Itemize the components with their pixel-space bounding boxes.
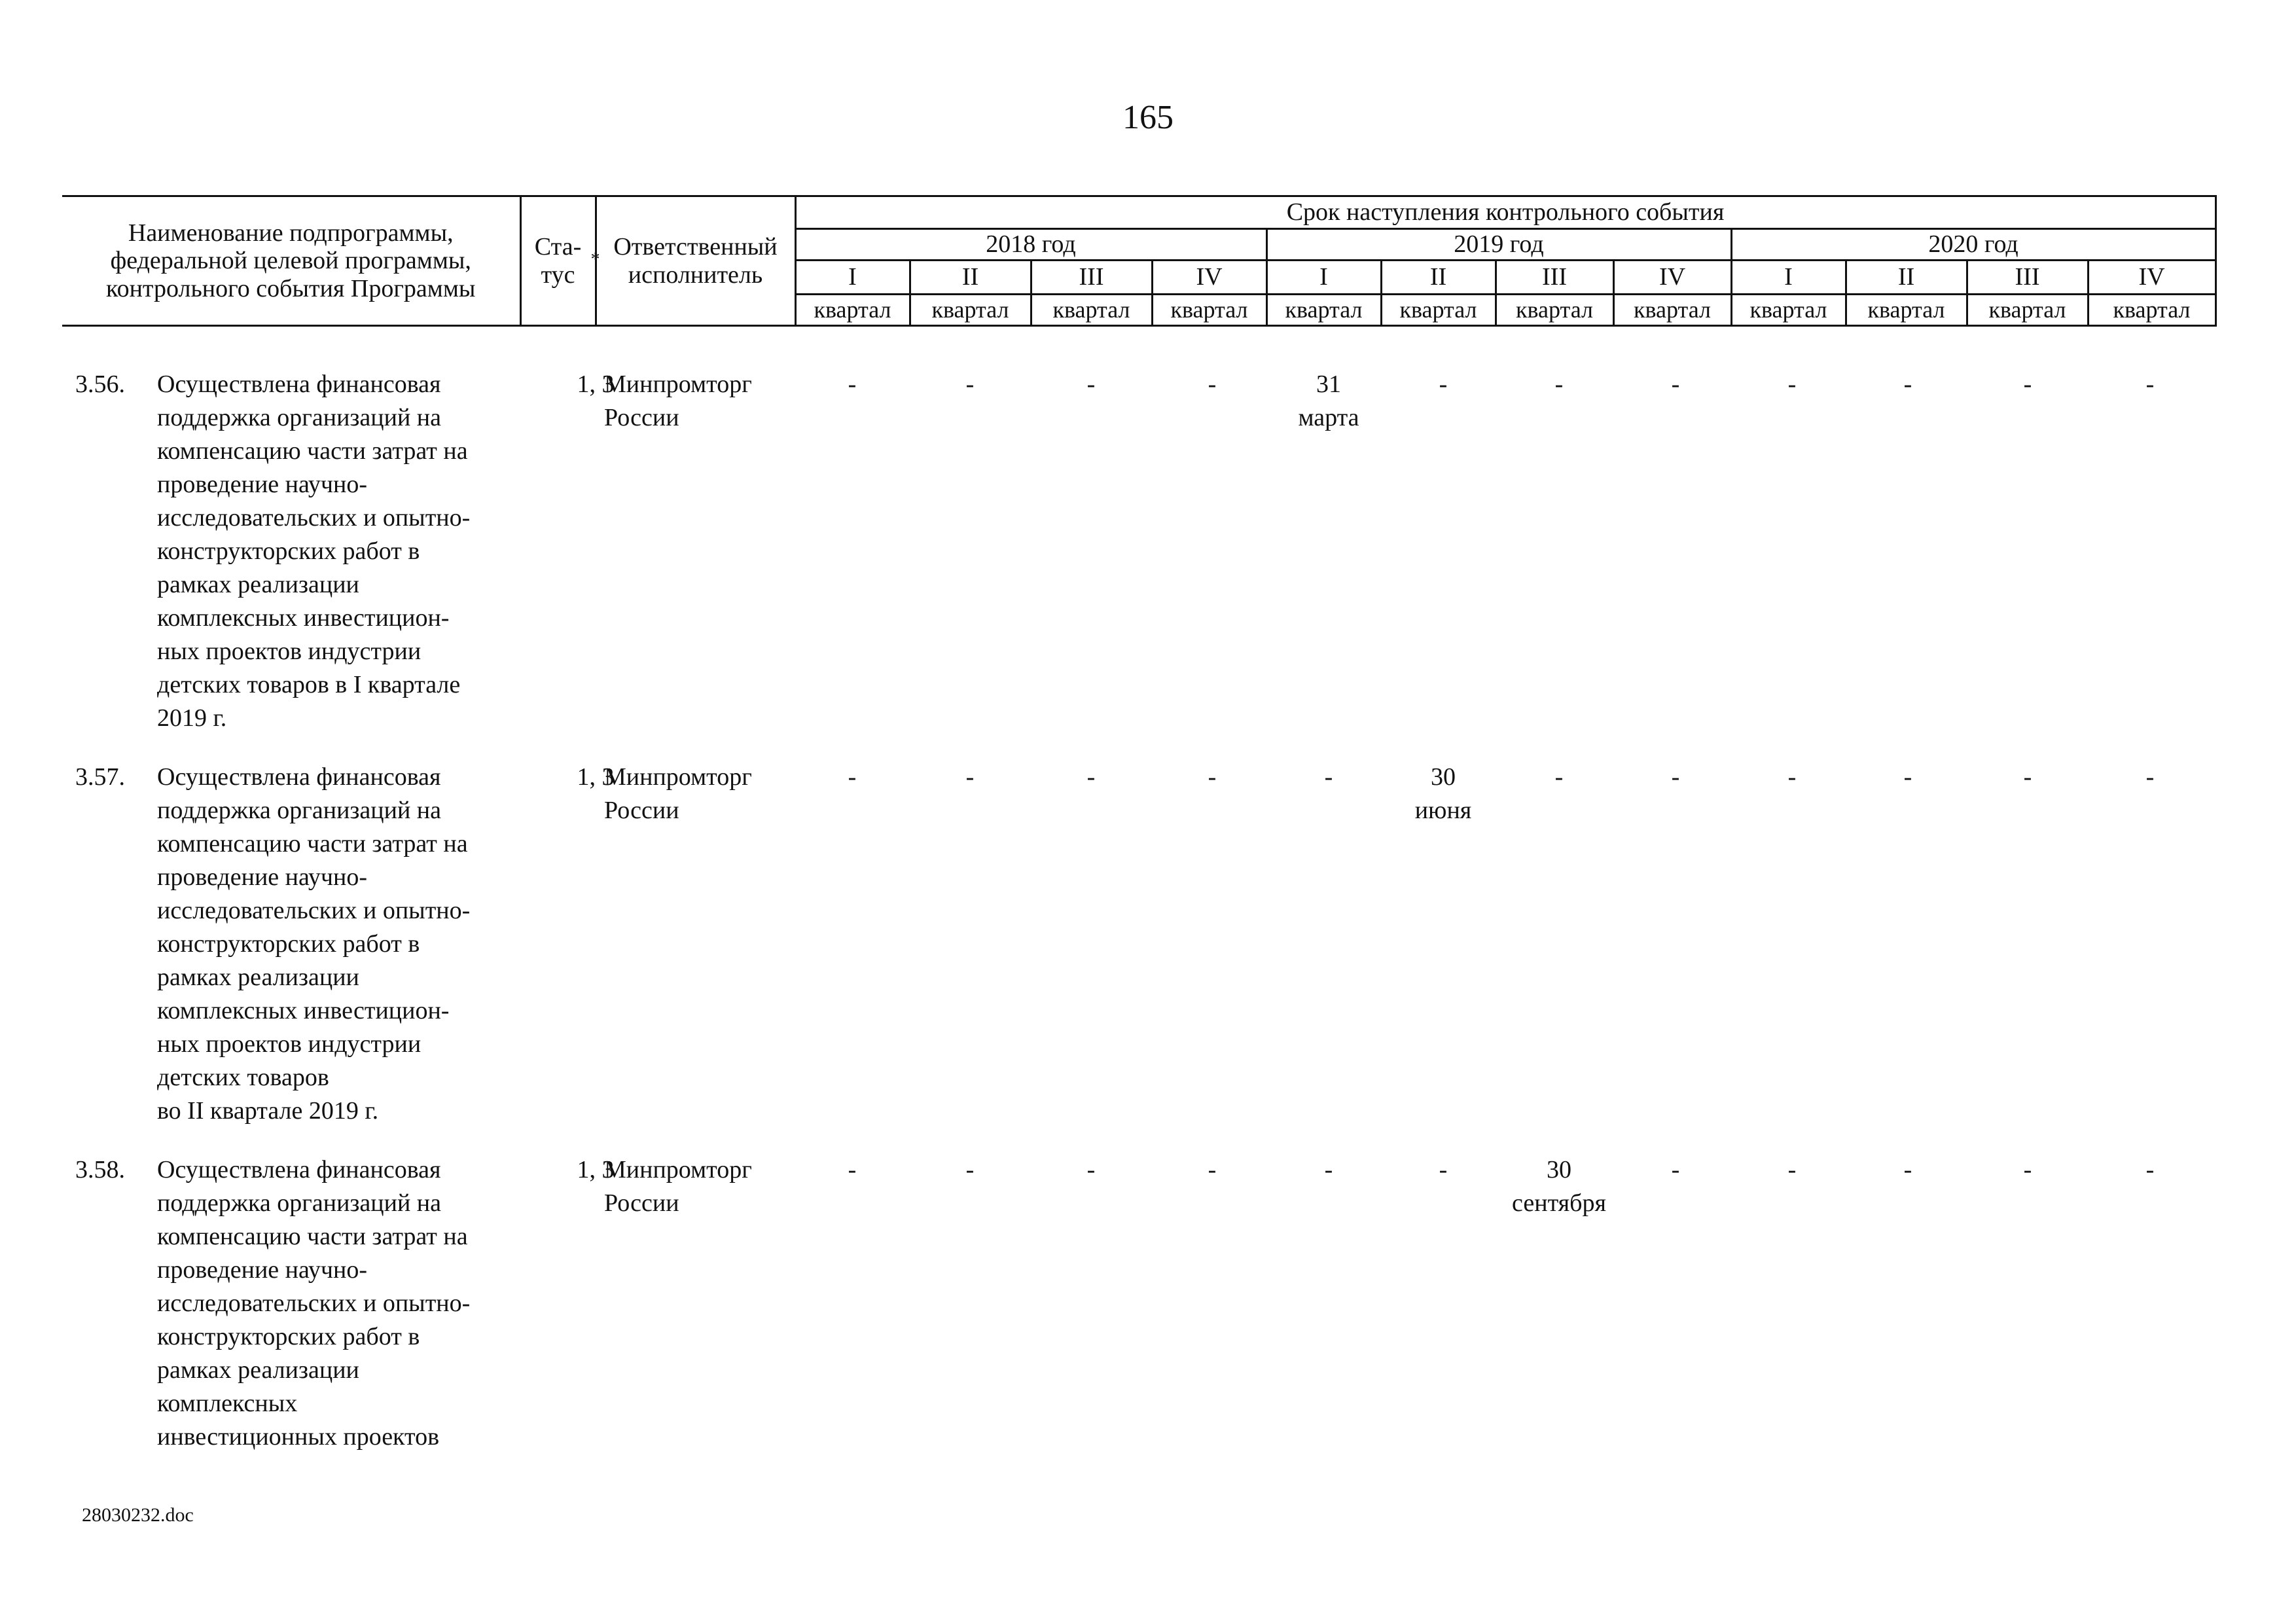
quarter-numeral: III (1496, 261, 1613, 295)
deadline-line: - (2023, 763, 2032, 791)
event-name-line: комплексных (157, 1390, 298, 1417)
deadline-line: - (1787, 763, 1797, 791)
quarter-word: квартал (2088, 295, 2215, 326)
deadline-line: - (848, 1156, 857, 1183)
deadline-line: - (1324, 1156, 1333, 1183)
deadline-line: - (1671, 763, 1680, 791)
deadline-line: - (1086, 1156, 1096, 1183)
event-name (157, 761, 576, 1128)
event-name-line: Осуществлена финансовая (157, 370, 441, 398)
deadline-line: - (848, 370, 857, 398)
quarter-numeral: I (1731, 261, 1846, 295)
quarter-numeral: III (1031, 261, 1152, 295)
row-number: 3.57. (75, 763, 125, 791)
event-status: 1, 3 (577, 763, 615, 791)
quarter-numeral: II (910, 261, 1031, 295)
event-name-line: исследовательских и опытно- (157, 504, 471, 532)
deadline-line: - (1903, 1156, 1912, 1183)
event-name-line: поддержка организаций на (157, 797, 441, 824)
deadline-line: - (2145, 763, 2155, 791)
deadline-line: - (2145, 370, 2155, 398)
header-year-2018: 2018 год (795, 229, 1266, 261)
quarter-numeral: IV (1613, 261, 1731, 295)
executor-line: России (604, 797, 679, 824)
event-name-line: проведение научно- (157, 1256, 368, 1284)
event-name-line: поддержка организаций на (157, 1189, 441, 1217)
event-name-line: ных проектов индустрии (157, 638, 422, 665)
deadline-line: 30 (1547, 1156, 1571, 1183)
deadline-line: - (1086, 370, 1096, 398)
event-name-line: комплексных инвестицион- (157, 997, 450, 1024)
header-name-col: Наименование подпрограммы, федеральной целевой программы, контрольного события Программы (62, 196, 520, 326)
header-year-2020: 2020 год (1731, 229, 2215, 261)
event-name-line: ных проектов индустрии (157, 1030, 422, 1058)
executor-line: России (604, 404, 679, 431)
page-number: 165 (1122, 99, 1174, 136)
event-name-line: 2019 г. (157, 704, 227, 732)
event-name-line: детских товаров в I квартале (157, 671, 461, 698)
event-name-line: рамках реализации (157, 964, 359, 991)
event-name-line: компенсацию части затрат на (157, 1223, 468, 1250)
quarter-word: квартал (1381, 295, 1496, 326)
deadline-line: - (2145, 1156, 2155, 1183)
document-filename: 28030232.doc (82, 1504, 194, 1526)
quarter-numeral: I (1266, 261, 1381, 295)
event-name-line: проведение научно- (157, 863, 368, 891)
deadline-line: - (1208, 763, 1217, 791)
event-name-line: компенсацию части затрат на (157, 437, 468, 465)
deadline-line: - (1903, 370, 1912, 398)
deadline-line: - (848, 763, 857, 791)
deadline-line: 31 (1316, 370, 1341, 398)
executor-line: России (604, 1189, 679, 1217)
header-status-col: Ста- тус * (520, 196, 596, 326)
deadline-line: - (1208, 370, 1217, 398)
event-name-line: конструкторских работ в (157, 1323, 420, 1350)
deadline-line: - (1671, 1156, 1680, 1183)
quarter-numeral: II (1846, 261, 1967, 295)
deadline-line: - (2023, 370, 2032, 398)
deadline-line: 30 (1431, 763, 1456, 791)
executor-line: Минпромторг (604, 1156, 752, 1183)
deadline-line: - (1787, 1156, 1797, 1183)
quarter-numeral: I (795, 261, 910, 295)
deadline-line: - (2023, 1156, 2032, 1183)
event-name-line: исследовательских и опытно- (157, 897, 471, 924)
event-name-line: инвестиционных проектов (157, 1423, 440, 1451)
deadline-line: - (965, 1156, 975, 1183)
event-name-line: компенсацию части затрат на (157, 830, 468, 857)
executor-line: Минпромторг (604, 763, 752, 791)
executor-line: Минпромторг (604, 370, 752, 398)
deadline-line: - (1208, 1156, 1217, 1183)
deadline-line: - (1439, 370, 1448, 398)
deadline-line: - (965, 370, 975, 398)
header-deadline-title: Срок наступления контрольного события (795, 196, 2215, 229)
event-status: 1, 3 (577, 370, 615, 398)
event-name-line: рамках реализации (157, 571, 359, 598)
quarter-word: квартал (1152, 295, 1266, 326)
event-name-line: комплексных инвестицион- (157, 604, 450, 632)
quarter-word: квартал (1846, 295, 1967, 326)
event-name-line: исследовательских и опытно- (157, 1290, 471, 1317)
deadline-line: марта (1298, 404, 1359, 431)
deadline-line: сентября (1512, 1189, 1606, 1217)
event-name-line: поддержка организаций на (157, 404, 441, 431)
quarter-word: квартал (910, 295, 1031, 326)
deadline-line: - (1554, 763, 1564, 791)
event-name (157, 368, 576, 735)
header-year-2019: 2019 год (1266, 229, 1731, 261)
event-name-line: Осуществлена финансовая (157, 1156, 441, 1183)
deadline-line: - (1324, 763, 1333, 791)
deadline-line: - (1903, 763, 1912, 791)
event-status: 1, 3 (577, 1156, 615, 1183)
event-name-line: проведение научно- (157, 471, 368, 498)
deadline-line: - (965, 763, 975, 791)
status-footnote-mark: * (590, 249, 600, 270)
event-name-line: рамках реализации (157, 1356, 359, 1384)
table-header (62, 195, 2217, 327)
quarter-word: квартал (1031, 295, 1152, 326)
header-executor-col: Ответственный исполнитель (596, 196, 795, 326)
event-name-line: во II квартале 2019 г. (157, 1097, 379, 1125)
event-name-line: детских товаров (157, 1064, 329, 1091)
quarter-numeral: IV (2088, 261, 2215, 295)
row-number: 3.58. (75, 1156, 125, 1183)
quarter-numeral: II (1381, 261, 1496, 295)
quarter-word: квартал (1496, 295, 1613, 326)
row-number: 3.56. (75, 370, 125, 398)
quarter-word: квартал (1731, 295, 1846, 326)
quarter-deadline (2078, 761, 2222, 794)
deadline-line: - (1439, 1156, 1448, 1183)
quarter-word: квартал (1613, 295, 1731, 326)
quarter-numeral: IV (1152, 261, 1266, 295)
quarter-deadline (2078, 1153, 2222, 1187)
deadline-line: июня (1414, 797, 1472, 824)
quarter-word: квартал (1266, 295, 1381, 326)
event-name (157, 1153, 576, 1454)
quarter-numeral: III (1967, 261, 2088, 295)
deadline-line: - (1554, 370, 1564, 398)
deadline-line: - (1671, 370, 1680, 398)
event-name-line: конструкторских работ в (157, 930, 420, 958)
quarter-word: квартал (795, 295, 910, 326)
quarter-deadline (2078, 368, 2222, 401)
event-name-line: Осуществлена финансовая (157, 763, 441, 791)
event-name-line: конструкторских работ в (157, 537, 420, 565)
quarter-word: квартал (1967, 295, 2088, 326)
deadline-line: - (1787, 370, 1797, 398)
deadline-line: - (1086, 763, 1096, 791)
